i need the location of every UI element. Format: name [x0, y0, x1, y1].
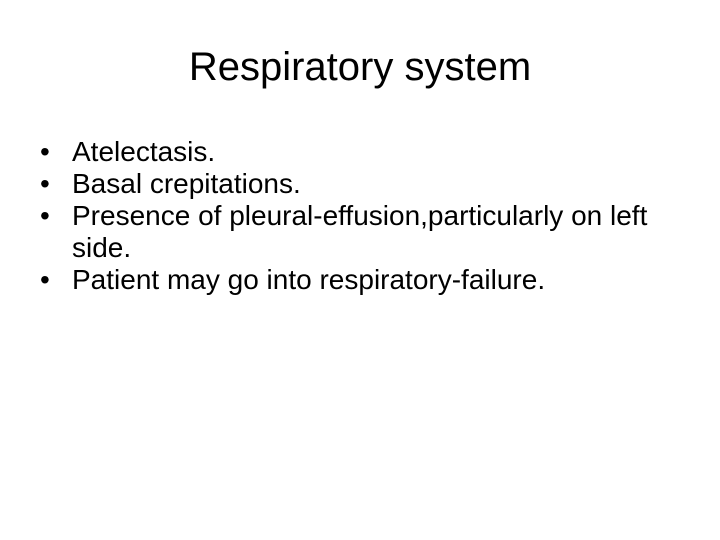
bullet-text: Presence of pleural-effusion,particularly on left side. — [72, 200, 648, 263]
bullet-marker: • — [40, 136, 50, 167]
bullet-marker: • — [40, 264, 50, 295]
bullet-marker: • — [40, 200, 50, 231]
bullet-item-pleural-effusion — [40, 200, 690, 264]
bullet-text: Atelectasis. — [72, 136, 216, 167]
bullet-marker: • — [40, 168, 50, 199]
bullet-text: Patient may go into respiratory-failure. — [72, 264, 546, 295]
bullet-item-basal-crepitations — [40, 168, 690, 200]
bullet-item-atelectasis — [40, 136, 690, 168]
bullet-list — [40, 136, 690, 296]
bullet-item-respiratory-failure — [40, 264, 690, 296]
slide-title: Respiratory system — [188, 45, 532, 89]
bullet-text: Basal crepitations. — [72, 168, 301, 199]
